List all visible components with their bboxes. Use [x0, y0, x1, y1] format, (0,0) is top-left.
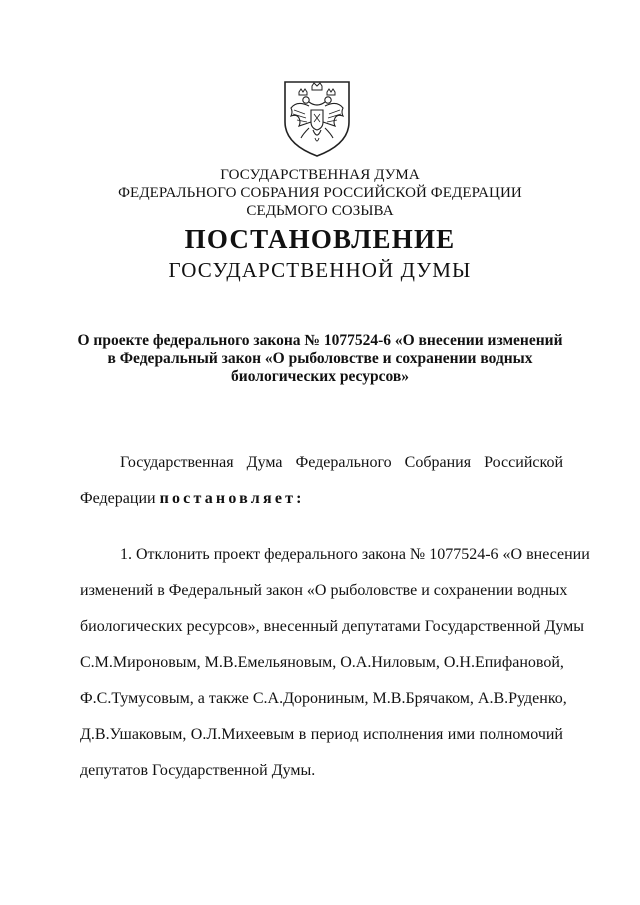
document-type-title: ПОСТАНОВЛЕНИЕ: [184, 224, 456, 254]
preamble-line-1: Государственная Дума Федерального Собрания Российской: [120, 454, 563, 471]
item-1-line-1: 1. Отклонить проект федерального закона № 1077524-6 «О внесении: [120, 546, 590, 563]
preamble-line-2: [80, 481, 563, 517]
item-1-line-2: изменений в Федеральный закон «О рыболовстве и сохранении водных: [80, 582, 568, 599]
item-1-line-7: депутатов Государственной Думы.: [80, 762, 316, 779]
preamble-line-2-start: Федерации: [80, 490, 160, 507]
item-1-line-5: Ф.С.Тумусовым, а также С.А.Дорониным, М.В.Брячаком, А.В.Руденко,: [80, 690, 567, 707]
subject-line-2: в Федеральный закон «О рыболовстве и сохранении водных: [107, 350, 533, 367]
document-subject: [70, 332, 570, 386]
item-1-line-3: биологических ресурсов», внесенный депутатами Государственной Думы: [80, 618, 585, 635]
org-name-line-1: ГОСУДАРСТВЕННАЯ ДУМА: [220, 167, 420, 183]
resolves-keyword: постановляет:: [159, 490, 305, 507]
subject-line-3: биологических ресурсов»: [231, 368, 409, 385]
preamble-paragraph: [80, 445, 563, 517]
russian-coat-of-arms-icon: [279, 78, 355, 158]
document-type-subtitle: ГОСУДАРСТВЕННОЙ ДУМЫ: [168, 258, 472, 282]
subject-line-1: О проекте федерального закона № 1077524-6 «О внесении изменений: [77, 332, 563, 349]
org-convocation-line: СЕДЬМОГО СОЗЫВА: [246, 203, 394, 219]
item-1-paragraph: [80, 537, 590, 789]
org-name-line-2: ФЕДЕРАЛЬНОГО СОБРАНИЯ РОССИЙСКОЙ ФЕДЕРАЦИИ: [118, 185, 522, 201]
item-1-line-6: Д.В.Ушаковым, О.Л.Михеевым в период исполнения ими полномочий: [80, 726, 563, 743]
item-1-line-4: С.М.Мироновым, М.В.Емельяновым, О.А.Ниловым, О.Н.Епифановой,: [80, 654, 564, 671]
